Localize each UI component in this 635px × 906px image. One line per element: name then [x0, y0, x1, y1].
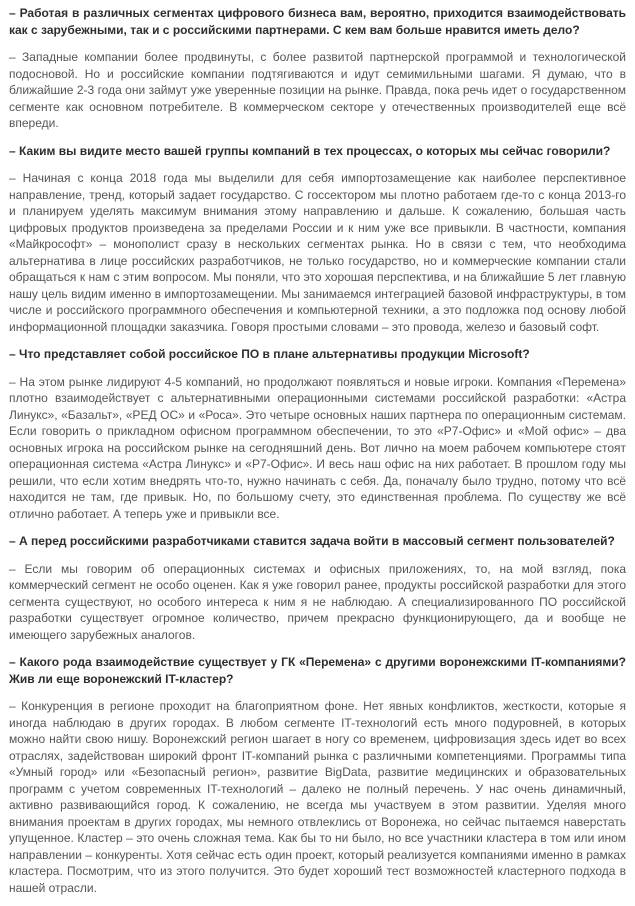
interview-question: – А перед российскими разработчиками ставится задача войти в массовый сегмент пользователей? — [9, 534, 615, 548]
interview-answer: – Начиная с конца 2018 года мы выделили для себя импортозамещение как наиболее перспективное направление, тренд, который задает государство. С госсектором мы плотно работаем где-то с конца 2013-го и планируем уделять максимум внимания этому направлению и дальше. К сожалению, большая часть цифровых продуктов произведена за пределами России и к ним уже все привыкли. В частности, компания «Майкрософт» – монополист сразу в нескольких сегментах рынка. Но в связи с тем, что необходима альтернатива в лице российских разработчиков, не только государство, но и коммерческие компании стали обращаться к нам с этим вопросом. Мы поняли, что это хорошая перспектива, и на ближайшие 5 лет главную нашу цель видим именно в импортозамещении. Мы занимаемся интеграцией базовой инфраструктуры, в том числе и российского программного обеспечения и компьютерной техники, а это подложка под основу любой информационной площадки заказчика. Говоря простыми словами – это провода, железо и базовый софт. — [9, 171, 626, 334]
interview-answer: – Если мы говорим об операционных системах и офисных приложениях, то, на мой взгляд, пока коммерческий сегмент не особо оценен. Как я уже говорил ранее, продукты российской разработки для этого сегмента существуют, но особого интереса к ним я не наблюдаю. А специализированного ПО российской разработки существует огромное количество, причем прекрасно функционирующего, да и вообще не имеющего зарубежных аналогов. — [9, 561, 626, 642]
interview-answer: – Западные компании более продвинуты, с более развитой партнерской программой и технологической подосновой. Но и российские компании подтягиваются и идут семимильными шагами. Я думаю, что в ближайшие 2-3 года они займут уже уверенные позиции на рынке. Правда, пока речь идет о государственном сегменте как основном потребителе. В коммерческом секторе у отечественных производителей еще всё впереди. — [9, 50, 626, 130]
interview-answer: – Конкуренция в регионе проходит на благоприятном фоне. Нет явных конфликтов, жесткости, которые я иногда наблюдаю в других городах. В любом сегменте IT-технологий есть много подуровней, в которых можно найти свою нишу. Воронежский регион шагает в ногу со временем, цифровизация здесь идет во всех отраслях, задействован широкий фронт IT-компаний рынка с различными компетенциями. Программы типа «Умный город» или «Безопасный регион», развитие BigData, развитие медицинских и образовательных программ с учетом современных IT-технологий – далеко не полный перечень. У нас очень динамичный, активно развивающийся город. К сожалению, не всегда мы участвуем в этом развитии. Уделяя много внимания проектам в других городах, мы немного отвлеклись от Воронежа, но сейчас пытаемся наверстать упущенное. Кластер – это очень сложная тема. Как бы то ни было, но все участники кластера в том или ином направлении – конкуренты. Хотя сейчас есть один проект, который реализуется компаниями именно в рамках кластера. Посмотрим, что из этого получится. Это будет хороший тест возможностей кластерного подхода в нашей отрасли. — [9, 699, 626, 895]
interview-question: – Какого рода взаимодействие существует у ГК «Перемена» с другими воронежскими IT-компаниями? Жив ли еще воронежский IT-кластер? — [9, 655, 626, 686]
interview-question: – Работая в различных сегментах цифрового бизнеса вам, вероятно, приходится взаимодействовать как с зарубежными, так и с российскими партнерами. С кем вам больше нравится иметь дело? — [9, 6, 626, 37]
interview-question: – Что представляет собой российское ПО в плане альтернативы продукции Microsoft? — [9, 347, 530, 361]
interview-answer: – На этом рынке лидируют 4-5 компаний, но продолжают появляться и новые игроки. Компания «Перемена» плотно взаимодействует с альтернативными операционными системами российской разработки: «Астра Линукс», «Базальт», «РЕД ОС» и «Роса». Это четыре основных наших партнера по операционным системам. Если говорить о прикладном офисном программном обеспечении, то это «Р7-Офис» и «Мой офис» – два основных игрока на российском рынке на сегодняшний день. Вот лично на моем рабочем компьютере стоят операционная система «Астра Линукс» и «Р7-Офис». И весь наш офис на них работает. В прошлом году мы решили, что если хотим внедрять что-то, нужно начинать с себя. Да, поначалу было трудно, потому что всё находится не там, где привык. Но, по большому счету, это единственная проблема. По существу же всё отлично работает. А теперь уже и привыкли все. — [9, 374, 626, 521]
interview-question: – Каким вы видите место вашей группы компаний в тех процессах, о которых мы сейчас говорили? — [9, 143, 611, 158]
